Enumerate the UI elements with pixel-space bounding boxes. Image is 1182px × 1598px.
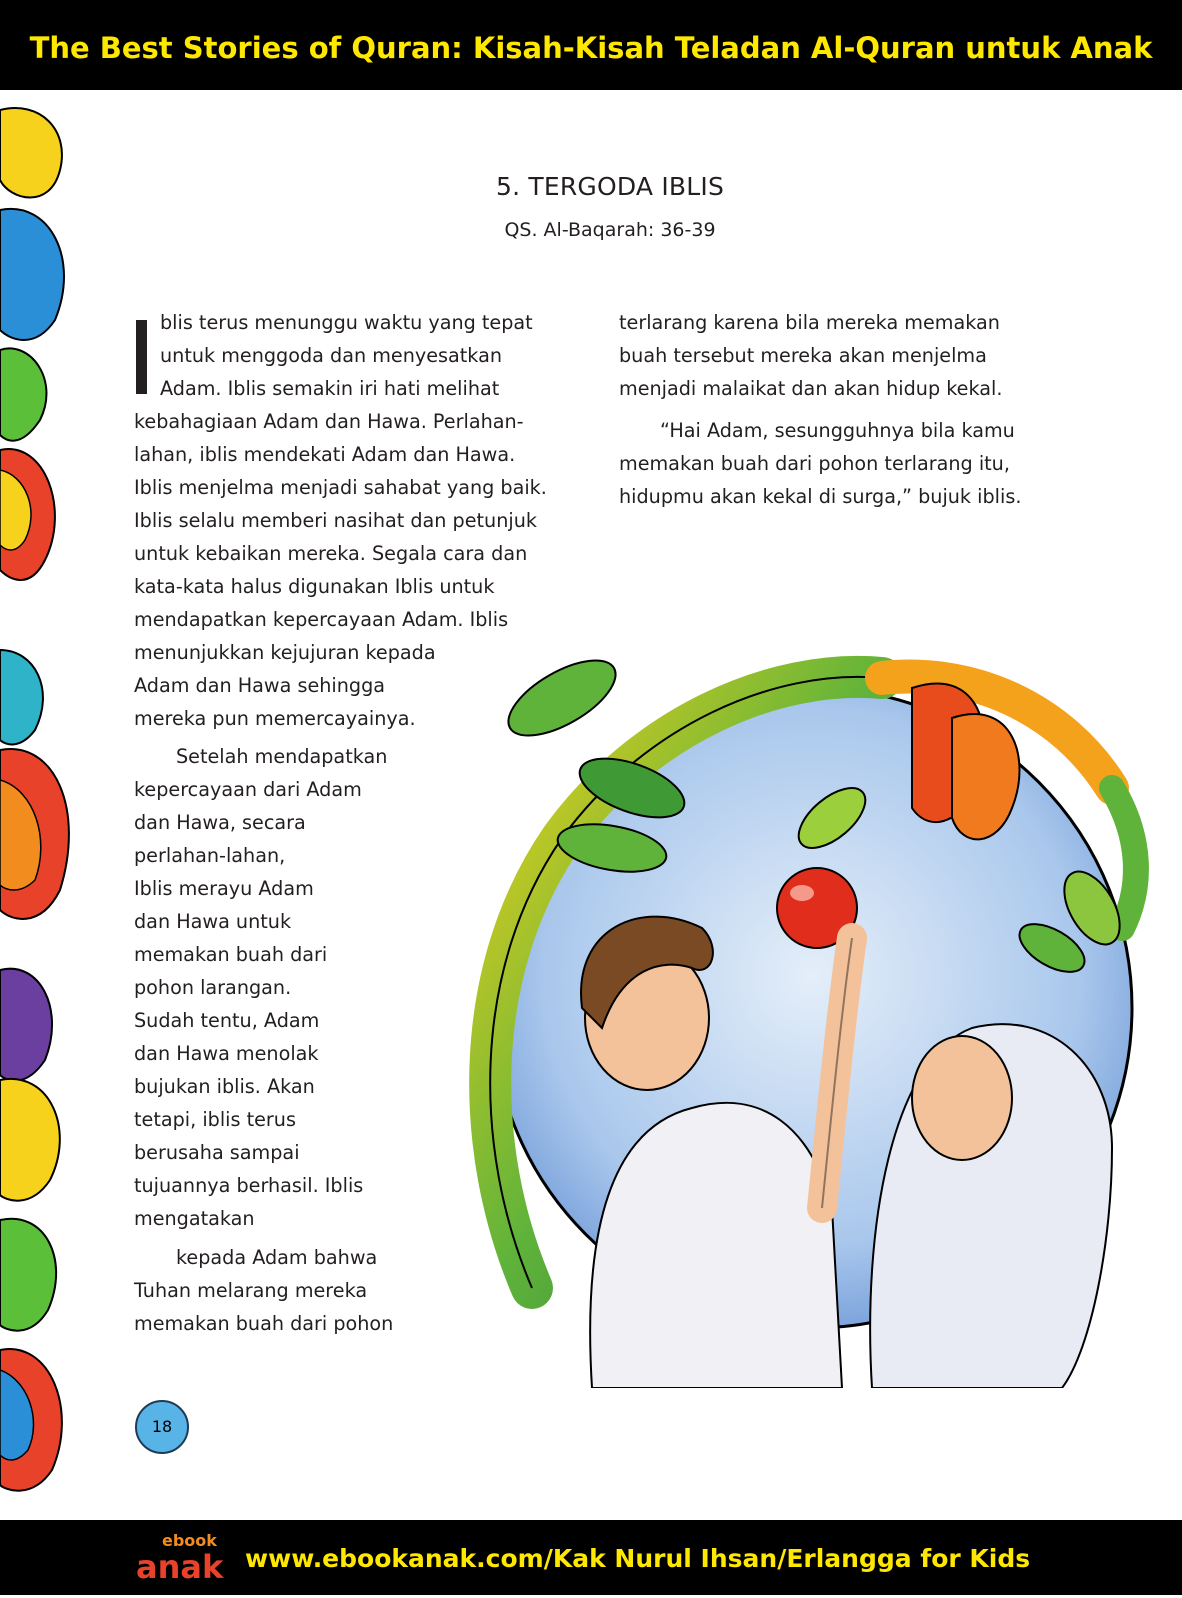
text-line: dan Hawa untuk [134,910,292,933]
text-line: Iblis merayu Adam [134,877,314,900]
verse-reference: QS. Al-Baqarah: 36-39 [504,219,716,241]
text-line: hidupmu akan kekal di surga,” bujuk iblis. [619,485,1022,508]
text-line: menjadi malaikat dan akan hidup kekal. [619,377,1003,400]
text-line: memakan buah dari pohon terlarang itu, [619,452,1010,475]
ebookanak-logo [134,1526,230,1586]
text-line: Adam dan Hawa sehingga [134,674,386,697]
text-line: menunjukkan kejujuran kepada [134,641,436,664]
text-line: terlarang karena bila mereka memakan [619,311,1000,334]
text-line: Sudah tentu, Adam [134,1009,320,1032]
text-line: dan Hawa, secara [134,811,306,834]
book-title: The Best Stories of Quran: Kisah-Kisah Teladan Al-Quran untuk Anak [29,31,1153,65]
text-line: perlahan-lahan, [134,844,286,867]
logo-text-bottom: anak [136,1548,224,1586]
adam-hawa-illustration [412,588,1172,1388]
text-line: buah tersebut mereka akan menjelma [619,344,987,367]
text-line: Tuhan melarang mereka [134,1279,368,1302]
floral-border-illustration [0,90,86,1520]
text-line: Adam. Iblis semakin iri hati melihat [160,377,500,400]
text-line: memakan buah dari pohon [134,1312,394,1335]
drop-cap-letter-i [134,318,154,396]
text-line: lahan, iblis mendekati Adam dan Hawa. [134,443,516,466]
text-line: Setelah mendapatkan [176,745,388,768]
text-line: tetapi, iblis terus [134,1108,296,1131]
text-line: mengatakan [134,1207,255,1230]
text-line: memakan buah dari [134,943,328,966]
text-line: “Hai Adam, sesungguhnya bila kamu [660,419,1015,442]
text-line: Iblis menjelma menjadi sahabat yang baik. [134,476,547,499]
text-line: kebahagiaan Adam dan Hawa. Perlahan- [134,410,524,433]
text-line: berusaha sampai [134,1141,300,1164]
text-line: dan Hawa menolak [134,1042,319,1065]
logo-text-top: ebook [162,1531,217,1550]
text-line: pohon larangan. [134,976,292,999]
page-number-badge: 18 [135,1400,189,1454]
text-line: kepada Adam bahwa [176,1246,378,1269]
text-line: untuk menggoda dan menyesatkan [160,344,502,367]
text-line: kata-kata halus digunakan Iblis untuk [134,575,495,598]
footer-url[interactable]: www.ebookanak.com/Kak Nurul Ihsan/Erlangga for Kids [245,1544,1031,1573]
text-line: Iblis selalu memberi nasihat dan petunjuk [134,509,537,532]
text-line: untuk kebaikan mereka. Segala cara dan [134,542,528,565]
text-line: tujuannya berhasil. Iblis [134,1174,364,1197]
chapter-title: 5. TERGODA IBLIS [495,172,725,201]
text-line: mendapatkan kepercayaan Adam. Iblis [134,608,509,631]
text-line: bujukan iblis. Akan [134,1075,315,1098]
text-line: kepercayaan dari Adam [134,778,362,801]
text-line: mereka pun memercayainya. [134,707,416,730]
text-line: blis terus menunggu waktu yang tepat [160,311,533,334]
